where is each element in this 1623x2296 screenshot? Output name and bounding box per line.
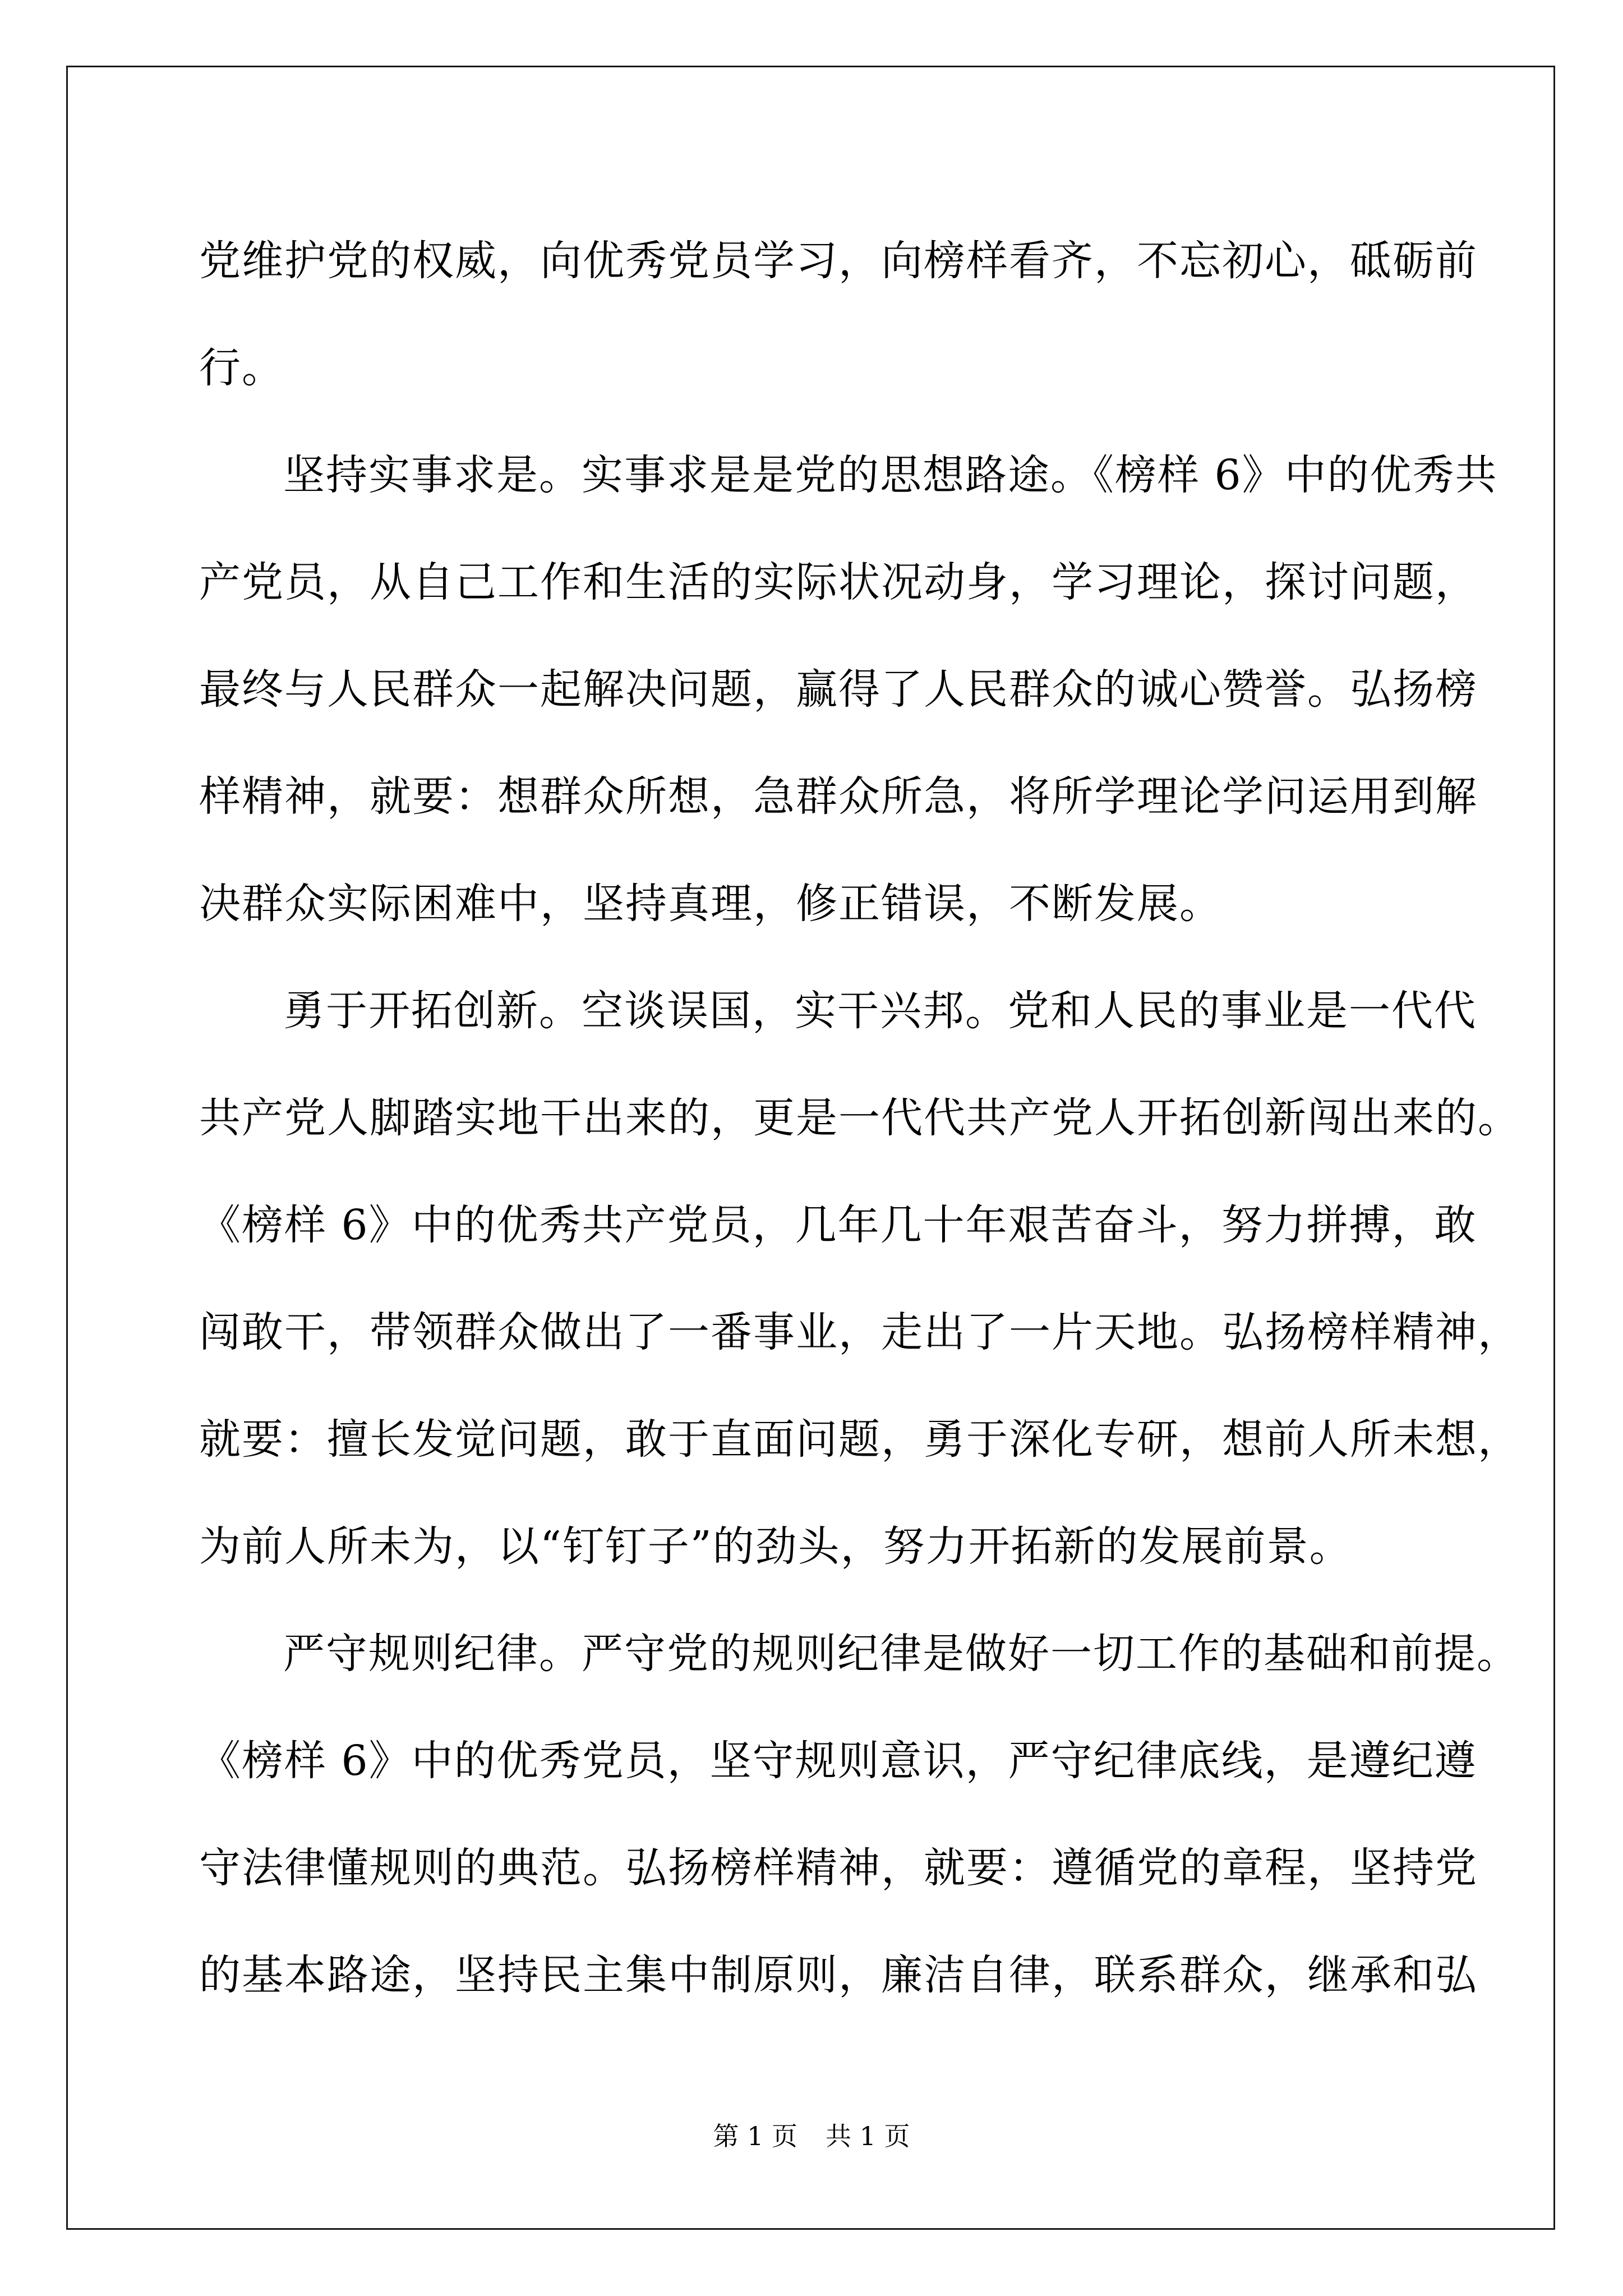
text-line: 闯敢干，带领群众做出了一番事业，走出了一片天地。弘扬榜样精神，	[199, 1308, 1520, 1356]
paragraph-start-line: 严守规则纪律。严守党的规则纪律是做好一切工作的基础和前提。	[283, 1630, 1519, 1678]
paragraph-start-line: 坚持实事求是。实事求是是党的思想路途。《榜样 6》中的优秀共	[283, 451, 1498, 499]
text-line: 行。	[199, 344, 284, 392]
text-line: 《榜样 6》中的优秀党员，坚守规则意识，严守纪律底线，是遵纪遵	[199, 1737, 1477, 1785]
text-line: 最终与人民群众一起解决问题，赢得了人民群众的诚心赞誉。弘扬榜	[199, 665, 1478, 714]
text-line: 党维护党的权威，向优秀党员学习，向榜样看齐，不忘初心，砥砺前	[199, 237, 1478, 285]
page-total: 共 1 页	[826, 2121, 910, 2151]
document-body	[199, 208, 1520, 2029]
text-line: 产党员，从自己工作和生活的实际状况动身，学习理论，探讨问题，	[199, 558, 1478, 606]
text-line: 守法律懂规则的典范。弘扬榜样精神，就要：遵循党的章程，坚持党	[199, 1844, 1478, 1892]
paragraph-start-line: 勇于开拓创新。空谈误国，实干兴邦。党和人民的事业是一代代	[283, 987, 1477, 1035]
page-number: 第 1 页	[713, 2121, 797, 2151]
text-line: 的基本路途，坚持民主集中制原则，廉洁自律，联系群众，继承和弘	[199, 1951, 1478, 1999]
text-line: 为前人所未为，以“钉钉子”的劲头，努力开拓新的发展前景。	[199, 1522, 1352, 1571]
text-line: 《榜样 6》中的优秀共产党员，几年几十年艰苦奋斗，努力拼搏，敢	[199, 1201, 1477, 1249]
page-footer	[0, 2119, 1623, 2153]
text-line: 就要：擅长发觉问题，敢于直面问题，勇于深化专研，想前人所未想，	[199, 1415, 1520, 1464]
text-line: 样精神，就要：想群众所想，急群众所急，将所学理论学问运用到解	[199, 772, 1478, 821]
text-line: 决群众实际困难中，坚持真理，修正错误，不断发展。	[199, 880, 1222, 928]
text-line: 共产党人脚踏实地干出来的，更是一代代共产党人开拓创新闯出来的。	[199, 1094, 1520, 1142]
